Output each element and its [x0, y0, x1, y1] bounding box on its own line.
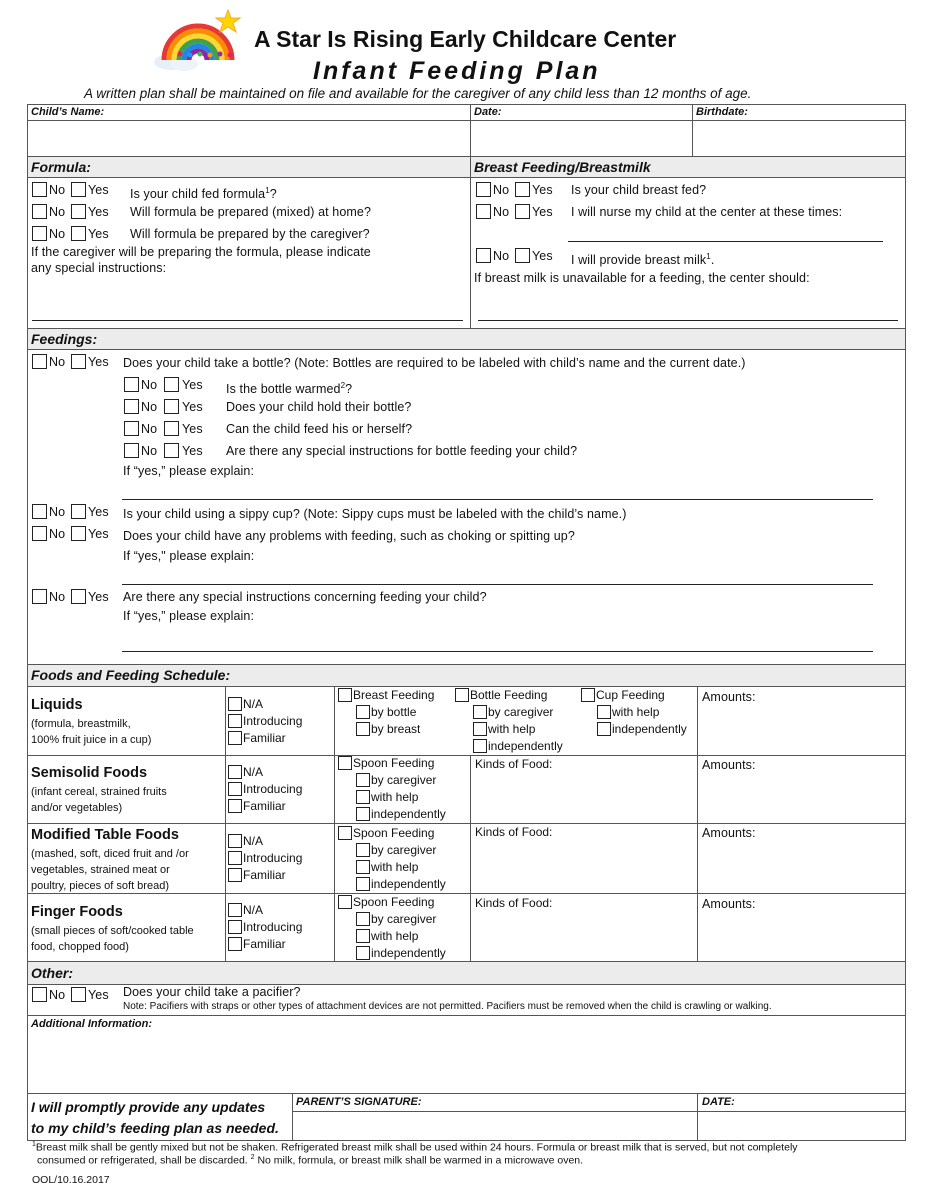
child-name-field[interactable] [28, 121, 470, 156]
breast-q3-yes-checkbox[interactable] [515, 248, 530, 263]
no-label: No [49, 355, 66, 369]
no-label: No [141, 378, 158, 392]
finger-desc: food, chopped food) [31, 941, 129, 953]
updates-promise-line1: I will promptly provide any updates [31, 1099, 266, 1115]
breast-q4-text: If breast milk is unavailable for a feeding, the center should: [474, 271, 810, 285]
breast-feeding-checkbox[interactable] [338, 688, 352, 702]
semisolid-na-checkbox[interactable] [228, 765, 242, 779]
special-feeding-question: Are there any special instructions concerning feeding your child? [123, 590, 487, 604]
by-caregiver-label: by caregiver [371, 843, 437, 857]
yes-label: Yes [88, 205, 109, 219]
yes-label: Yes [88, 527, 109, 541]
independently-label: independently [371, 807, 446, 821]
rainbow-logo [150, 6, 245, 72]
special-bottle-no-checkbox[interactable] [124, 443, 139, 458]
yes-label: Yes [88, 183, 109, 197]
pacifier-no-checkbox[interactable] [32, 987, 47, 1002]
stage-na-label: N/A [243, 697, 264, 711]
bottle-independently-label: independently [488, 739, 563, 753]
by-breast-label: by breast [371, 722, 421, 736]
kinds-of-food-label: Kinds of Food: [475, 825, 553, 839]
formula-instructions-line2: any special instructions: [31, 261, 167, 275]
problems-question: Does your child have any problems with feeding, such as choking or spitting up? [123, 529, 575, 543]
amounts-label: Amounts: [702, 690, 756, 704]
modified-independently-checkbox[interactable] [356, 877, 370, 891]
yes-label: Yes [88, 355, 109, 369]
additional-info-label: Additional Information: [31, 1018, 152, 1030]
formula-instructions-field[interactable] [32, 320, 463, 321]
yes-label: Yes [532, 183, 553, 197]
stage-na-label: N/A [243, 765, 264, 779]
yes-label: Yes [182, 400, 203, 414]
formula-q1-yes-checkbox[interactable] [71, 182, 86, 197]
by-breast-checkbox[interactable] [356, 722, 370, 736]
finger-with-help-checkbox[interactable] [356, 929, 370, 943]
formula-q1-no-checkbox[interactable] [32, 182, 47, 197]
formula-instructions-line1: If the caregiver will be preparing the formula, please indicate [31, 245, 371, 259]
explain-label: If “yes,” please explain: [123, 609, 255, 623]
yes-label: Yes [182, 422, 203, 436]
bottle-independently-checkbox[interactable] [473, 739, 487, 753]
breast-q3-text: I will provide breast milk$^1$. [571, 252, 715, 268]
bottle-with-help-checkbox[interactable] [473, 722, 487, 736]
hold-question: Does your child hold their bottle? [226, 400, 412, 414]
problems-no-checkbox[interactable] [32, 526, 47, 541]
breast-q3-no-checkbox[interactable] [476, 248, 491, 263]
feed-self-no-checkbox[interactable] [124, 421, 139, 436]
sippy-yes-checkbox[interactable] [71, 504, 86, 519]
finger-by-caregiver-checkbox[interactable] [356, 912, 370, 926]
modified-spoon-checkbox[interactable] [338, 826, 352, 840]
bottle-with-help-label: with help [488, 722, 536, 736]
stage-familiar-label: Familiar [243, 731, 286, 745]
breast-q1-yes-checkbox[interactable] [515, 182, 530, 197]
bottle-yes-checkbox[interactable] [71, 354, 86, 369]
cup-feeding-label: Cup Feeding [596, 688, 665, 702]
center-name: A Star Is Rising Early Childcare Center [254, 26, 677, 52]
modified-desc: poultry, pieces of soft bread) [31, 880, 169, 892]
no-label: No [49, 505, 66, 519]
yes-label: Yes [182, 444, 203, 458]
spoon-feeding-label: Spoon Feeding [353, 895, 435, 909]
explain-label: If “yes,” please explain: [123, 464, 255, 478]
warmed-no-checkbox[interactable] [124, 377, 139, 392]
bottle-question: Does your child take a bottle? (Note: Bottles are required to be labeled with child’s name and the current date.) [123, 356, 746, 370]
formula-q3-no-checkbox[interactable] [32, 226, 47, 241]
modified-desc: vegetables, strained meat or [31, 864, 170, 876]
formula-q2-text: Will formula be prepared (mixed) at home? [130, 205, 372, 219]
breastmilk-unavailable-field[interactable] [478, 320, 898, 321]
special-feeding-explain-field[interactable] [122, 651, 873, 652]
plan-title: Infant Feeding Plan [313, 57, 601, 85]
explain-label: If “yes," please explain: [123, 549, 255, 563]
by-caregiver-label: by caregiver [371, 912, 437, 926]
feed-self-question: Can the child feed his or herself? [226, 422, 413, 436]
yes-label: Yes [88, 227, 109, 241]
with-help-label: with help [371, 860, 419, 874]
stage-na-label: N/A [243, 903, 264, 917]
signature-date-label: DATE: [702, 1096, 735, 1108]
semisolid-with-help-checkbox[interactable] [356, 790, 370, 804]
semisolid-introducing-checkbox[interactable] [228, 782, 242, 796]
sippy-question: Is your child using a sippy cup? (Note: Sippy cups must be labeled with the child’s name.) [123, 507, 627, 521]
finger-independently-checkbox[interactable] [356, 946, 370, 960]
with-help-label: with help [371, 929, 419, 943]
form-code: OOL/10.16.2017 [32, 1174, 110, 1186]
birthdate-label: Birthdate: [696, 106, 748, 118]
liquids-familiar-checkbox[interactable] [228, 731, 242, 745]
cup-feeding-checkbox[interactable] [581, 688, 595, 702]
pacifier-yes-checkbox[interactable] [71, 987, 86, 1002]
semisolid-spoon-checkbox[interactable] [338, 756, 352, 770]
by-caregiver-label: by caregiver [371, 773, 437, 787]
signature-date-field[interactable] [698, 1112, 905, 1140]
modified-desc: (mashed, soft, diced fruit and /or [31, 848, 189, 860]
additional-info-field[interactable] [28, 1033, 905, 1092]
problems-yes-checkbox[interactable] [71, 526, 86, 541]
stage-na-label: N/A [243, 834, 264, 848]
formula-q2-yes-checkbox[interactable] [71, 204, 86, 219]
amounts-label: Amounts: [702, 758, 756, 772]
yes-label: Yes [88, 590, 109, 604]
yes-label: Yes [88, 988, 109, 1002]
liquids-desc: 100% fruit juice in a cup) [31, 734, 152, 746]
modified-by-caregiver-checkbox[interactable] [356, 843, 370, 857]
date-label: Date: [474, 106, 502, 118]
formula-q2-no-checkbox[interactable] [32, 204, 47, 219]
semisolid-familiar-checkbox[interactable] [228, 799, 242, 813]
semisolid-name: Semisolid Foods [31, 765, 148, 781]
modified-name: Modified Table Foods [31, 827, 179, 843]
no-label: No [49, 205, 66, 219]
pacifier-question: Does your child take a pacifier? [123, 985, 301, 999]
independently-label: independently [371, 877, 446, 891]
formula-q3-yes-checkbox[interactable] [71, 226, 86, 241]
cup-independently-label: independently [612, 722, 687, 736]
no-label: No [493, 205, 510, 219]
parent-signature-label: PARENT’S SIGNATURE: [296, 1096, 422, 1108]
bottle-feeding-label: Bottle Feeding [470, 688, 548, 702]
finger-na-checkbox[interactable] [228, 903, 242, 917]
formula-q3-text: Will formula be prepared by the caregiver? [130, 227, 370, 241]
finger-familiar-checkbox[interactable] [228, 937, 242, 951]
no-label: No [493, 183, 510, 197]
amounts-label: Amounts: [702, 897, 756, 911]
cup-with-help-checkbox[interactable] [597, 705, 611, 719]
semisolid-desc: and/or vegetables) [31, 802, 123, 814]
by-bottle-label: by bottle [371, 705, 417, 719]
by-bottle-checkbox[interactable] [356, 705, 370, 719]
feedings-heading: Feedings: [31, 331, 98, 347]
cup-independently-checkbox[interactable] [597, 722, 611, 736]
no-label: No [49, 183, 66, 197]
stage-introducing-label: Introducing [243, 782, 303, 796]
breast-q1-no-checkbox[interactable] [476, 182, 491, 197]
semisolid-by-caregiver-checkbox[interactable] [356, 773, 370, 787]
other-heading: Other: [31, 965, 73, 981]
footnote-line1: $^1$Breast milk shall be gently mixed but not be shaken. Refrigerated breast milk shall be used within 24 hours. Formula or breast milk that is served, but not completely [32, 1141, 798, 1154]
modified-introducing-checkbox[interactable] [228, 851, 242, 865]
stage-familiar-label: Familiar [243, 937, 286, 951]
yes-label: Yes [182, 378, 203, 392]
stage-familiar-label: Familiar [243, 868, 286, 882]
modified-with-help-checkbox[interactable] [356, 860, 370, 874]
intro-text: A written plan shall be maintained on file and available for the caregiver of any child less than 12 months of age. [84, 86, 752, 101]
updates-promise-line2: to my child’s feeding plan as needed. [31, 1120, 279, 1136]
breast-q2-no-checkbox[interactable] [476, 204, 491, 219]
finger-name: Finger Foods [31, 904, 123, 920]
kinds-of-food-label: Kinds of Food: [475, 896, 553, 910]
bottle-by-caregiver-checkbox[interactable] [473, 705, 487, 719]
yes-label: Yes [532, 249, 553, 263]
no-label: No [49, 527, 66, 541]
formula-q1-text: Is your child fed formula$^1$? [130, 186, 277, 202]
breast-q2-text: I will nurse my child at the center at these times: [571, 205, 843, 219]
yes-label: Yes [532, 205, 553, 219]
bottle-feeding-checkbox[interactable] [455, 688, 469, 702]
finger-spoon-checkbox[interactable] [338, 895, 352, 909]
no-label: No [49, 590, 66, 604]
liquids-na-checkbox[interactable] [228, 697, 242, 711]
semisolid-independently-checkbox[interactable] [356, 807, 370, 821]
breast-feeding-label: Breast Feeding [353, 688, 435, 702]
special-feeding-yes-checkbox[interactable] [71, 589, 86, 604]
sippy-no-checkbox[interactable] [32, 504, 47, 519]
feed-self-yes-checkbox[interactable] [164, 421, 179, 436]
warmed-question: Is the bottle warmed$^2$? [226, 381, 353, 397]
no-label: No [141, 444, 158, 458]
finger-desc: (small pieces of soft/cooked table [31, 925, 194, 937]
stage-introducing-label: Introducing [243, 920, 303, 934]
nursing-times-field[interactable] [568, 241, 883, 242]
no-label: No [493, 249, 510, 263]
warmed-yes-checkbox[interactable] [164, 377, 179, 392]
child-name-label: Child’s Name: [31, 106, 105, 118]
amounts-label: Amounts: [702, 826, 756, 840]
pacifier-note: Note: Pacifiers with straps or other types of attachment devices are not permitted. Pacifiers must be removed when the child is crawling or walking. [123, 1001, 772, 1012]
special-bottle-yes-checkbox[interactable] [164, 443, 179, 458]
cup-with-help-label: with help [612, 705, 660, 719]
no-label: No [141, 400, 158, 414]
special-bottle-question: Are there any special instructions for bottle feeding your child? [226, 444, 578, 458]
liquids-desc: (formula, breastmilk, [31, 718, 131, 730]
spoon-feeding-label: Spoon Feeding [353, 826, 435, 840]
footnote-line2: consumed or refrigerated, shall be discarded. $^2$ No milk, formula, or breast milk shall be warmed in a microwave oven. [37, 1154, 584, 1167]
stage-introducing-label: Introducing [243, 714, 303, 728]
with-help-label: with help [371, 790, 419, 804]
liquids-introducing-checkbox[interactable] [228, 714, 242, 728]
no-label: No [49, 227, 66, 241]
hold-no-checkbox[interactable] [124, 399, 139, 414]
semisolid-desc: (infant cereal, strained fruits [31, 786, 167, 798]
independently-label: independently [371, 946, 446, 960]
modified-na-checkbox[interactable] [228, 834, 242, 848]
formula-heading: Formula: [31, 159, 91, 175]
hold-yes-checkbox[interactable] [164, 399, 179, 414]
parent-signature-field[interactable] [293, 1112, 697, 1140]
birthdate-field[interactable] [693, 121, 905, 156]
breast-q1-text: Is your child breast fed? [571, 183, 707, 197]
liquids-name: Liquids [31, 697, 83, 713]
schedule-heading: Foods and Feeding Schedule: [31, 667, 231, 683]
kinds-of-food-label: Kinds of Food: [475, 757, 553, 771]
bottle-no-checkbox[interactable] [32, 354, 47, 369]
spoon-feeding-label: Spoon Feeding [353, 756, 435, 770]
no-label: No [141, 422, 158, 436]
stage-familiar-label: Familiar [243, 799, 286, 813]
breast-heading: Breast Feeding/Breastmilk [474, 159, 651, 175]
bottle-by-caregiver-label: by caregiver [488, 705, 554, 719]
stage-introducing-label: Introducing [243, 851, 303, 865]
yes-label: Yes [88, 505, 109, 519]
problems-explain-field[interactable] [122, 584, 873, 585]
breast-q2-yes-checkbox[interactable] [515, 204, 530, 219]
bottle-explain-field[interactable] [122, 499, 873, 500]
date-field[interactable] [471, 121, 692, 156]
modified-familiar-checkbox[interactable] [228, 868, 242, 882]
no-label: No [49, 988, 66, 1002]
special-feeding-no-checkbox[interactable] [32, 589, 47, 604]
finger-introducing-checkbox[interactable] [228, 920, 242, 934]
